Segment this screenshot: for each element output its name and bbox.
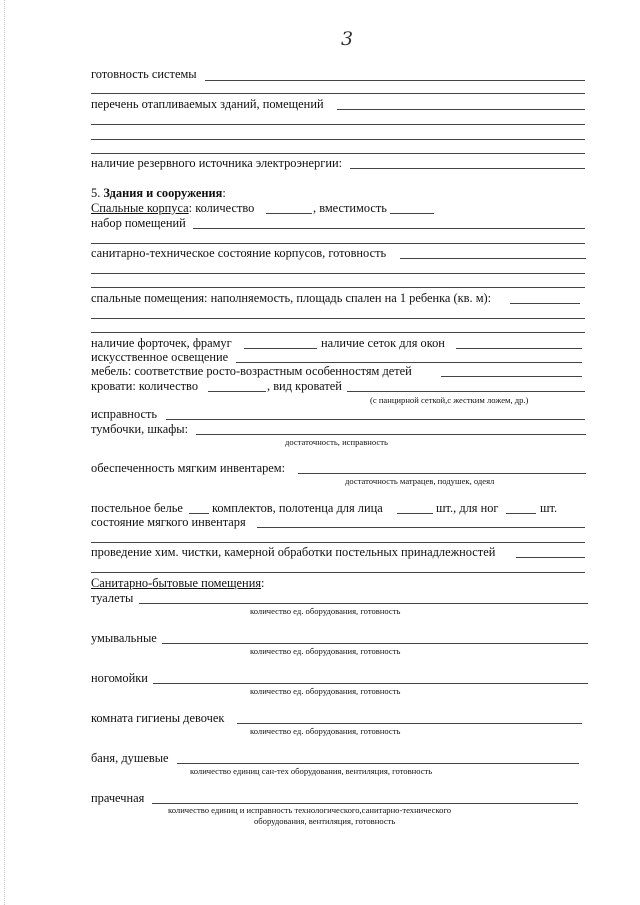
face-towels-field[interactable] [397, 513, 433, 514]
sleeping-buildings-row: Спальные корпуса: количество [91, 201, 255, 215]
buildings-quantity-field[interactable] [266, 213, 312, 214]
lighting-label: искусственное освещение [91, 350, 229, 364]
heating-readiness-label: готовность системы [91, 67, 197, 81]
blank-line[interactable] [91, 572, 585, 573]
nets-label: наличие сеток для окон [321, 336, 445, 350]
bedding-sets-label: комплектов, полотенца для лица [212, 501, 383, 515]
laundry-field[interactable] [152, 803, 578, 804]
washrooms-field[interactable] [162, 643, 588, 644]
soft-state-field[interactable] [257, 527, 585, 528]
beds-type-label: , вид кроватей [267, 379, 342, 393]
blank-line[interactable] [91, 542, 585, 543]
toilets-hint: количество ед. оборудования, готовность [250, 606, 401, 616]
soft-state-label: состояние мягкого инвентаря [91, 515, 246, 529]
rooms-set-field[interactable] [193, 228, 585, 229]
washrooms-label: умывальные [91, 631, 157, 645]
soft-inventory-field[interactable] [298, 473, 586, 474]
laundry-label: прачечная [91, 791, 145, 805]
cabinets-label: тумбочки, шкафы: [91, 422, 189, 436]
nets-field[interactable] [456, 348, 582, 349]
furniture-label: мебель: соответствие росто-возрастным особенностям детей [91, 364, 412, 378]
capacity-label: , вместимость [313, 201, 387, 215]
toilets-label: туалеты [91, 591, 134, 605]
bedding-label: постельное белье [91, 501, 183, 515]
page-number: 3 [341, 28, 354, 50]
bedding-sets-field[interactable] [189, 513, 209, 514]
cabinets-hint: достаточность, исправность [285, 437, 388, 447]
blank-line[interactable] [91, 124, 585, 125]
laundry-hint-1: количество единиц и исправность технологического,санитарно-технического [168, 805, 452, 815]
blank-line[interactable] [91, 139, 585, 140]
vents-label: наличие форточек, фрамуг [91, 336, 232, 350]
sanitary-heading: Санитарно-бытовые помещения: [91, 576, 265, 590]
footbaths-label: ногомойки [91, 671, 148, 685]
blank-line[interactable] [91, 273, 585, 274]
lighting-field[interactable] [236, 362, 582, 363]
vents-field[interactable] [244, 348, 317, 349]
blank-line[interactable] [91, 318, 585, 319]
blank-line[interactable] [91, 153, 585, 154]
sanitary-state-field[interactable] [400, 258, 586, 259]
scan-edge [4, 0, 5, 905]
hygiene-room-label: комната гигиены девочек [91, 711, 225, 725]
cabinets-field[interactable] [196, 434, 586, 435]
furniture-field[interactable] [441, 376, 582, 377]
laundry-hint-2: оборудования, вентиляция, готовность [254, 816, 396, 826]
bath-label: баня, душевые [91, 751, 169, 765]
capacity-field[interactable] [390, 213, 434, 214]
beds-quantity-label: кровати: количество [91, 379, 199, 393]
blank-line[interactable] [91, 287, 585, 288]
heated-buildings-label: перечень отапливаемых зданий, помещений [91, 97, 324, 111]
soft-inventory-label: обеспеченность мягким инвентарем: [91, 461, 286, 475]
reserve-power-field[interactable] [350, 168, 585, 169]
bedrooms-label: спальные помещения: наполняемость, площадь спален на 1 ребенка (кв. м): [91, 291, 492, 305]
sanitary-state-label: санитарно-техническое состояние корпусов, готовность [91, 246, 387, 260]
dry-cleaning-label: проведение хим. чистки, камерной обработки постельных принадлежностей [91, 545, 496, 559]
footbaths-hint: количество ед. оборудования, готовность [250, 686, 401, 696]
beds-type-field[interactable] [347, 391, 585, 392]
bath-hint: количество единиц сан-тех оборудования, вентиляция, готовность [190, 766, 433, 776]
pcs-label: шт. [540, 501, 558, 515]
toilets-field[interactable] [139, 603, 588, 604]
bath-field[interactable] [177, 763, 579, 764]
heating-readiness-field[interactable] [205, 80, 585, 81]
footbaths-field[interactable] [153, 683, 588, 684]
reserve-power-label: наличие резервного источника электроэнергии: [91, 156, 343, 170]
serviceability-field[interactable] [166, 419, 585, 420]
hygiene-room-field[interactable] [237, 723, 582, 724]
beds-quantity-field[interactable] [208, 391, 266, 392]
bedrooms-field[interactable] [510, 303, 580, 304]
washrooms-hint: количество ед. оборудования, готовность [250, 646, 401, 656]
feet-towels-label: шт., для ног [436, 501, 499, 515]
rooms-set-label: набор помещений [91, 216, 186, 230]
feet-towels-field[interactable] [506, 513, 536, 514]
hygiene-room-hint: количество ед. оборудования, готовность [250, 726, 401, 736]
blank-line[interactable] [91, 332, 585, 333]
blank-line[interactable] [91, 243, 585, 244]
dry-cleaning-field[interactable] [516, 557, 585, 558]
serviceability-label: исправность [91, 407, 158, 421]
heated-buildings-field[interactable] [337, 109, 585, 110]
section-5-heading: 5. Здания и сооружения: [91, 186, 226, 200]
beds-type-hint: (с панцирной сеткой,с жестким ложем, др.) [370, 395, 529, 405]
blank-line[interactable] [91, 93, 585, 94]
soft-inventory-hint: достаточность матрацев, подушек, одеял [345, 476, 495, 486]
